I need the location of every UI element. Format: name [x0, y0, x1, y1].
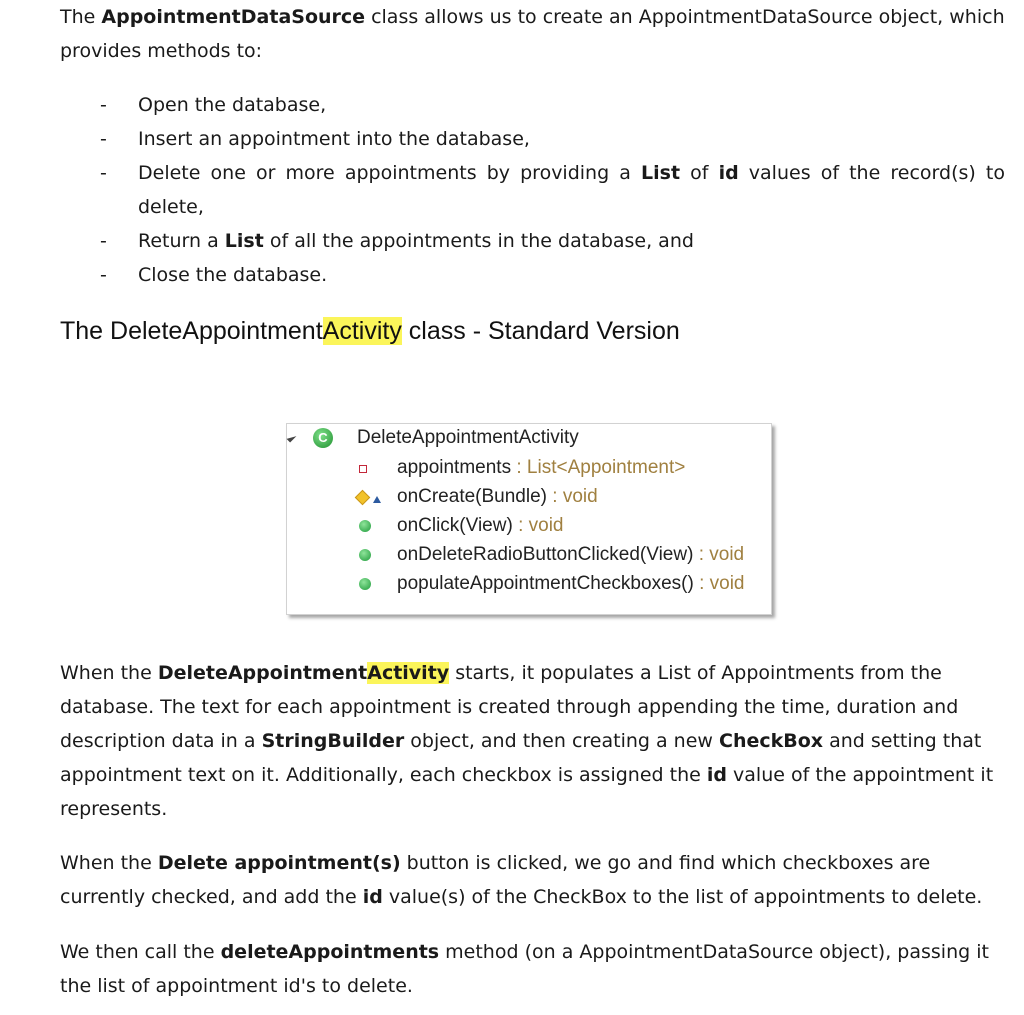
class-name-bold: AppointmentDataSource [101, 6, 366, 28]
paragraph-bold: DeleteAppointment [157, 662, 368, 684]
class-name-label: DeleteAppointmentActivity [357, 427, 579, 448]
class-icon: C [313, 428, 333, 448]
public-method-icon [359, 578, 371, 590]
list-item [60, 258, 1005, 292]
list-item-bold: List [641, 162, 681, 184]
list-item-text: of [680, 162, 719, 184]
paragraph-text: method (on a AppointmentDataSource object), passing it the list of appointment id's to delete. [60, 941, 989, 997]
clicked-paragraph [60, 846, 1005, 914]
intro-text: The [60, 6, 102, 28]
heading-highlight: Activity [322, 317, 402, 345]
public-method-icon [359, 520, 371, 532]
member-type: : List<Appointment> [511, 457, 686, 478]
protected-override-method-icon [355, 490, 371, 506]
paragraph-bold: Delete appointment(s) [157, 852, 401, 874]
heading-text: The DeleteAppointment [60, 317, 323, 345]
member-label [397, 570, 745, 598]
paragraph-bold: id [706, 764, 727, 786]
paragraph-bold: deleteAppointments [220, 941, 440, 963]
paragraph-bold: CheckBox [719, 730, 824, 752]
paragraph-text: When the [60, 852, 158, 874]
paragraph-text: When the [60, 662, 158, 684]
member-label [397, 512, 564, 540]
paragraph-text: We then call the [60, 941, 221, 963]
method-list [60, 88, 1005, 292]
paragraph-text: starts, it populates a List of Appointments from the database. The text for each appointment is created through appending the time, duration and description data in a [60, 662, 959, 752]
member-label [397, 454, 685, 482]
member-name: appointments [397, 457, 512, 478]
list-item-text: Close the database. [138, 264, 328, 286]
tree-row-field[interactable] [287, 454, 767, 482]
list-item-bold: id [718, 162, 739, 184]
list-dash: - [100, 230, 107, 252]
list-item [60, 88, 1005, 122]
list-item [60, 156, 1005, 224]
paragraph-text: and setting that appointment text on it. Additionally, each checkbox is assigned the [60, 730, 982, 786]
then-paragraph [60, 935, 1005, 1003]
intro-text: class allows us to create an AppointmentDataSource object, which provides methods to: [60, 6, 1005, 62]
list-item-text: Return a [138, 230, 225, 252]
paragraph-text: object, and then creating a new [404, 730, 719, 752]
member-type: : void [546, 486, 598, 507]
member-type: : void [693, 544, 745, 565]
member-type: : void [693, 573, 745, 594]
list-item-text: of all the appointments in the database, and [263, 230, 694, 252]
tree-row-method[interactable] [287, 512, 767, 540]
heading-text: class - Standard Version [401, 317, 680, 345]
public-method-icon [359, 549, 371, 561]
list-item-text: Delete one or more appointments by providing a [138, 162, 642, 184]
list-item [60, 224, 1005, 258]
member-name: onClick(View) [397, 515, 513, 536]
member-type: : void [512, 515, 564, 536]
list-item-bold: List [224, 230, 264, 252]
section-heading [60, 313, 680, 349]
paragraph-highlight: Activity [367, 662, 450, 684]
list-item-text: Insert an appointment into the database, [138, 128, 530, 150]
paragraph-text: value of the appointment it represents. [60, 764, 994, 820]
tree-row-method[interactable] [287, 541, 767, 569]
list-dash: - [100, 162, 107, 184]
list-item [60, 122, 1005, 156]
list-dash: - [100, 264, 107, 286]
paragraph-text: value(s) of the CheckBox to the list of appointments to delete. [382, 886, 983, 908]
override-triangle-icon [373, 496, 381, 503]
list-dash: - [100, 128, 107, 150]
expand-triangle-icon[interactable] [287, 433, 297, 443]
private-field-icon [359, 465, 367, 473]
member-name: populateAppointmentCheckboxes() [397, 573, 694, 594]
list-item-text: values of the record(s) to delete, [138, 162, 1005, 218]
list-dash: - [100, 94, 107, 116]
paragraph-bold: StringBuilder [261, 730, 405, 752]
member-label [397, 541, 744, 569]
list-item-text: Open the database, [138, 94, 327, 116]
class-outline-panel [286, 423, 772, 615]
starts-paragraph [60, 656, 1005, 826]
tree-row-method[interactable] [287, 483, 767, 511]
paragraph-bold: id [362, 886, 383, 908]
member-label [397, 483, 598, 511]
paragraph-text: button is clicked, we go and find which checkboxes are currently checked, and add the [60, 852, 931, 908]
tree-row-method[interactable] [287, 570, 767, 598]
member-name: onCreate(Bundle) [397, 486, 547, 507]
member-name: onDeleteRadioButtonClicked(View) [397, 544, 694, 565]
intro-paragraph [60, 0, 1005, 68]
